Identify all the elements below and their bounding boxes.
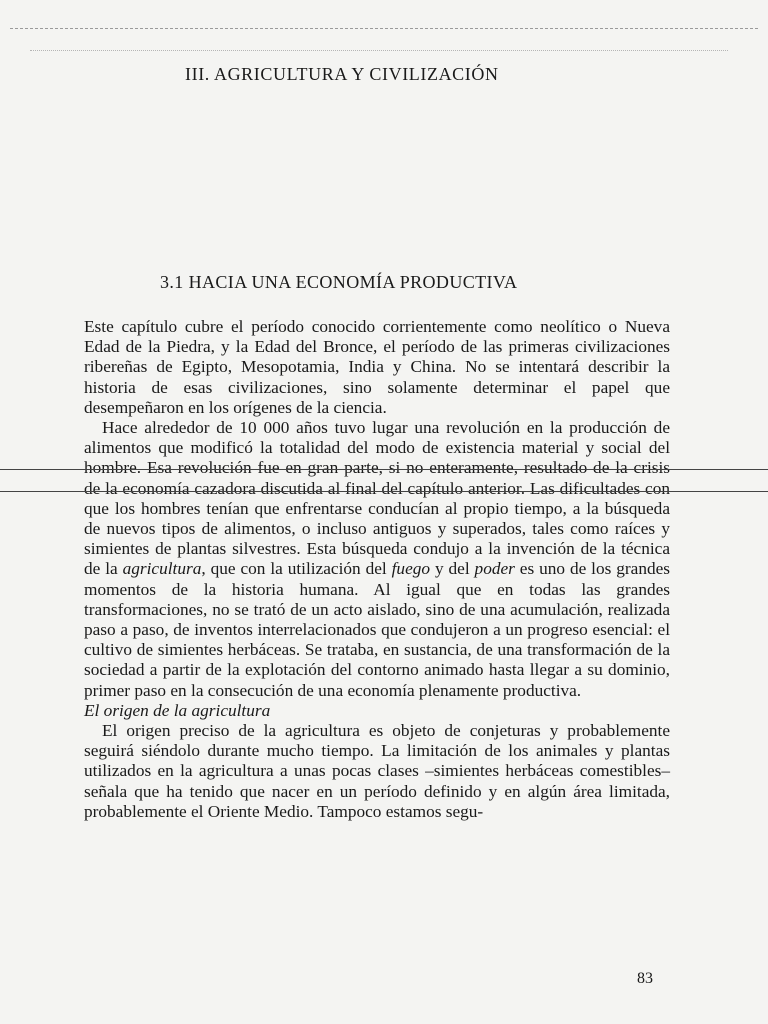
paragraph-2-part-a: Hace alrededor de 10 000 años tuvo lugar una revolución en la producción de alimentos que modificó la totalidad del modo de existencia material y social del hombre. Esa revolución fue en gran parte, si no enteramente, resultado de la crisis de la economía cazadora discutida al final del capítulo anterior. Las dificultades con que los hombres tenían que enfrentarse conducían al propio tiempo, a la búsqueda de nuevos tipos de alimentos, o incluso antiguos y superados, tales como raíces y simientes de plantas silvestres. Esta búsqueda condujo a la invención de la técnica de la xyxy=(84,418,670,579)
term-poder: poder xyxy=(474,559,515,579)
scan-line-2 xyxy=(0,491,768,492)
term-fuego: fuego xyxy=(391,559,431,579)
paragraph-2-part-d: es uno de los grandes momentos de la historia humana. Al igual que en todas las grandes transformaciones, no se trató de un acto aislado, sino de una acumulación, realizada paso a paso, de inventos interrelacionados que condujeron a un progreso esencial: el cultivo de simientes herbáceas. Se trataba, en sustancia, de una transformación de la sociedad a partir de la explotación del contorno animado hasta llegar a su dominio, primer paso en la consecución de una economía plenamente productiva. xyxy=(84,559,671,700)
term-agricultura: agricultura xyxy=(122,559,202,579)
paragraph-1: Este capítulo cubre el período conocido corrientemente como neolítico o Nueva Edad de la Piedra, y la Edad del Bronce, el período de las primeras civilizaciones ribereñas de Egipto, Mesopotamia, India y China. No se intentará describir la historia de esas civilizaciones, sino solamente determinar el papel que desempeñaron en los orígenes de la ciencia. xyxy=(84,317,670,417)
subheading-origen: El origen de la agricultura xyxy=(84,700,271,720)
header-rule-secondary xyxy=(30,50,728,51)
body-text xyxy=(84,317,670,822)
paragraph-2-part-c: y del xyxy=(430,559,475,579)
paragraph-2-part-b: , que con la utilización del xyxy=(201,559,392,579)
paragraph-2 xyxy=(84,418,670,701)
paragraph-3: El origen preciso de la agricultura es objeto de conjeturas y probablemente seguirá siéndolo durante mucho tiempo. La limitación de los animales y plantas utilizados en la agricultura a unas pocas clases –simientes herbáceas comestibles– señala que ha tenido que nacer en un período definido y en algún área limitada, probablemente el Oriente Medio. Tampoco estamos segu- xyxy=(84,721,670,821)
header-rule xyxy=(10,28,758,29)
scan-line-1 xyxy=(0,469,768,470)
page-number: 83 xyxy=(637,970,653,987)
section-title: 3.1 HACIA UNA ECONOMÍA PRODUCTIVA xyxy=(160,272,518,292)
chapter-title: III. AGRICULTURA Y CIVILIZACIÓN xyxy=(185,64,499,84)
